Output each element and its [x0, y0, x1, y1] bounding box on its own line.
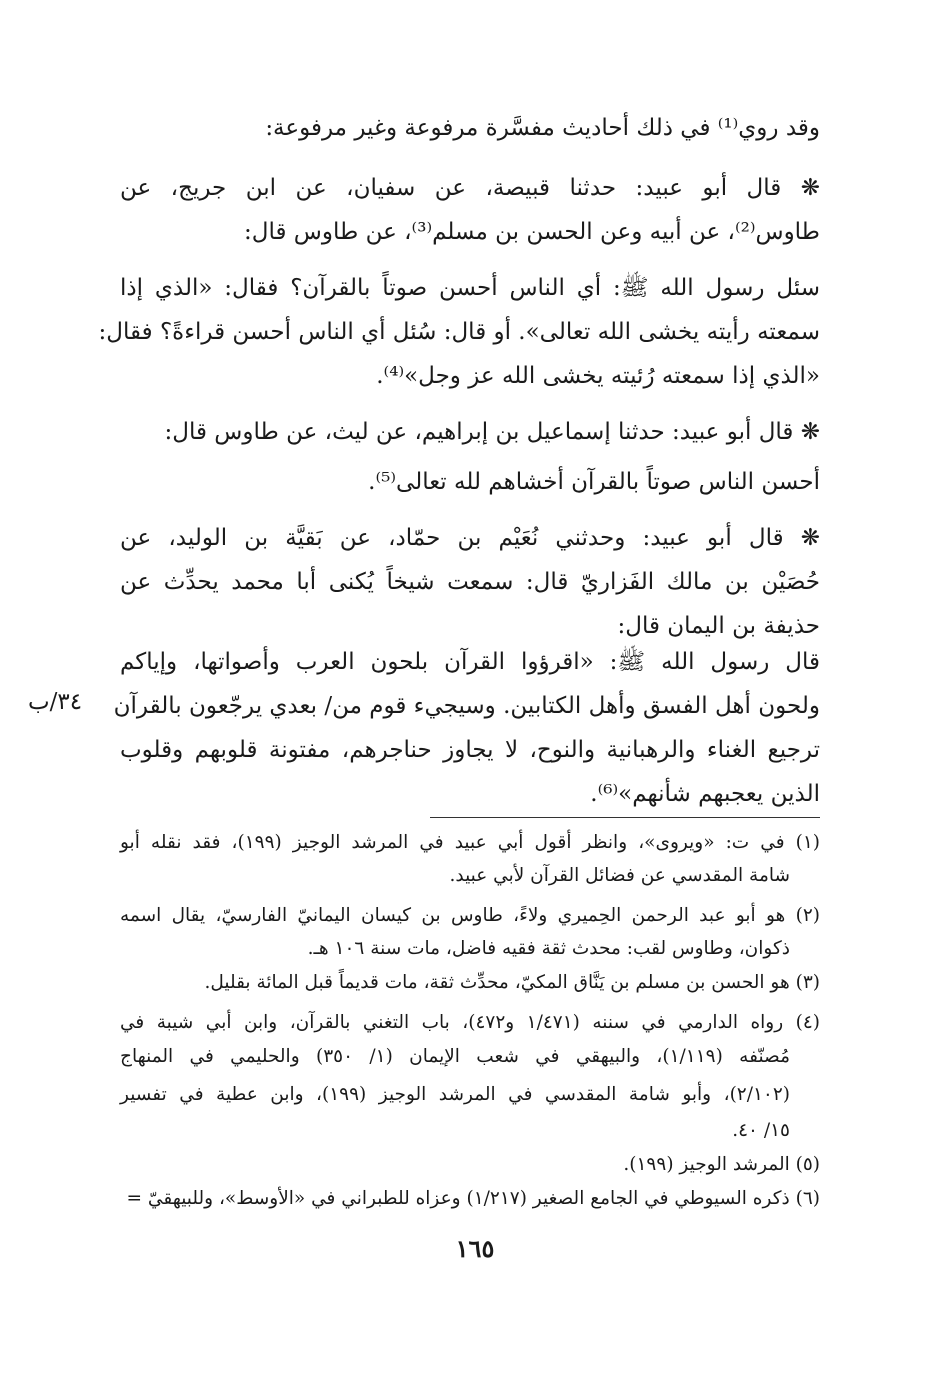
footnote-1-line-2: شامة المقدسي عن فضائل القرآن لأبي عبيد. — [449, 865, 790, 886]
paragraph-3-line-2: أحسن الناس صوتاً بالقرآن أخشاهم لله تعالى⁽⁵⁾. — [368, 469, 820, 495]
paragraph-5-line-1: قال رسول الله ﷺ: «اقرؤوا القرآن بلحون العرب وأصواتها، وإياكم — [120, 649, 820, 675]
paragraph-2-line-2: سمعته رأيته يخشى الله تعالى». أو قال: سُئل أي الناس أحسن قراءةً؟ فقال: — [98, 319, 820, 345]
footnote-2-line-2: ذكوان، وطاوس لقب: محدث ثقة فقيه فاضل، مات سنة ١٠٦ هـ. — [307, 938, 790, 959]
paragraph-4-line-3: حذيفة بن اليمان قال: — [617, 613, 820, 639]
footnote-5-line-1: (٥) المرشد الوجيز (١٩٩). — [623, 1154, 820, 1175]
paragraph-4-line-2: حُصَيْن بن مالك الفَزاريّ قال: سمعت شيخاً يُكنى أبا محمد يحدِّث عن — [120, 569, 820, 595]
footnote-4-line-1: (٤) رواه الدارمي في سننه (١/٤٧١ و٤٧٢)، باب التغني بالقرآن، وابن أبي شيبة في — [120, 1012, 820, 1033]
intro-line: وقد روي⁽¹⁾ في ذلك أحاديث مفسَّرة مرفوعة وغير مرفوعة: — [265, 115, 820, 141]
paragraph-4-line-1: ❋ قال أبو عبيد: وحدثني نُعَيْم بن حمّاد، عن بَقيَّة بن الوليد، عن — [120, 525, 820, 551]
paragraph-5-line-3: ترجيع الغناء والرهبانية والنوح، لا يجاوز حناجرهم، مفتونة قلوبهم وقلوب — [120, 737, 820, 763]
manuscript-folio-reference: ٣٤/ب — [28, 689, 83, 715]
footnote-2-line-1: (٢) هو أبو عبد الرحمن الحِميري ولاءً، طاوس بن كيسان اليمانيّ الفارسيّ، يقال اسمه — [120, 905, 820, 926]
footnote-3-line-1: (٣) هو الحسن بن مسلم بن يَنَّاق المكيّ، محدِّث ثقة، مات قديماً قبل المائة بقليل. — [204, 972, 820, 993]
footnote-1-line-1: (١) في ت: «ويروى»، وانظر أقول أبي عبيد في المرشد الوجيز (١٩٩)، فقد نقله أبو — [120, 832, 820, 853]
paragraph-5-line-2: ولحون أهل الفسق وأهل الكتابين. وسيجيء قوم من/ بعدي يرجّعون بالقرآن — [113, 693, 820, 719]
paragraph-3-line-1: ❋ قال أبو عبيد: حدثنا إسماعيل بن إبراهيم، عن ليث، عن طاوس قال: — [164, 419, 820, 445]
paragraph-2-line-3: «الذي إذا سمعته رُئيته يخشى الله عز وجل»⁽⁴⁾. — [376, 363, 820, 389]
page-number: ١٦٥ — [455, 1234, 495, 1263]
footnote-4-line-4: ١٥/ ٤٠. — [732, 1120, 790, 1141]
footnote-separator — [430, 817, 820, 818]
paragraph-1-line-2: طاوس⁽²⁾، عن أبيه وعن الحسن بن مسلم⁽³⁾، عن طاوس قال: — [244, 219, 820, 245]
paragraph-1-line-1: ❋ قال أبو عبيد: حدثنا قبيصة، عن سفيان، عن ابن جريج، عن — [120, 175, 820, 201]
footnote-4-line-3: (٢/١٠٢)، وأبو شامة المقدسي في المرشد الوجيز (١٩٩)، وابن عطية في تفسير — [120, 1084, 790, 1105]
footnote-4-line-2: مُصنّفه (١/١١٩)، والبيهقي في شعب الإيمان (١/ ٣٥٠) والحليمي في المنهاج — [120, 1046, 790, 1067]
paragraph-5-line-4: الذين يعجبهم شأنهم»⁽⁶⁾. — [590, 781, 820, 807]
footnote-6-line-1: (٦) ذكره السيوطي في الجامع الصغير (١/٢١٧) وعزاه للطبراني في «الأوسط»، وللبيهقيّ = — [126, 1188, 820, 1209]
paragraph-2-line-1: سئل رسول الله ﷺ: أي الناس أحسن صوتاً بالقرآن؟ فقال: «الذي إذا — [120, 275, 820, 301]
